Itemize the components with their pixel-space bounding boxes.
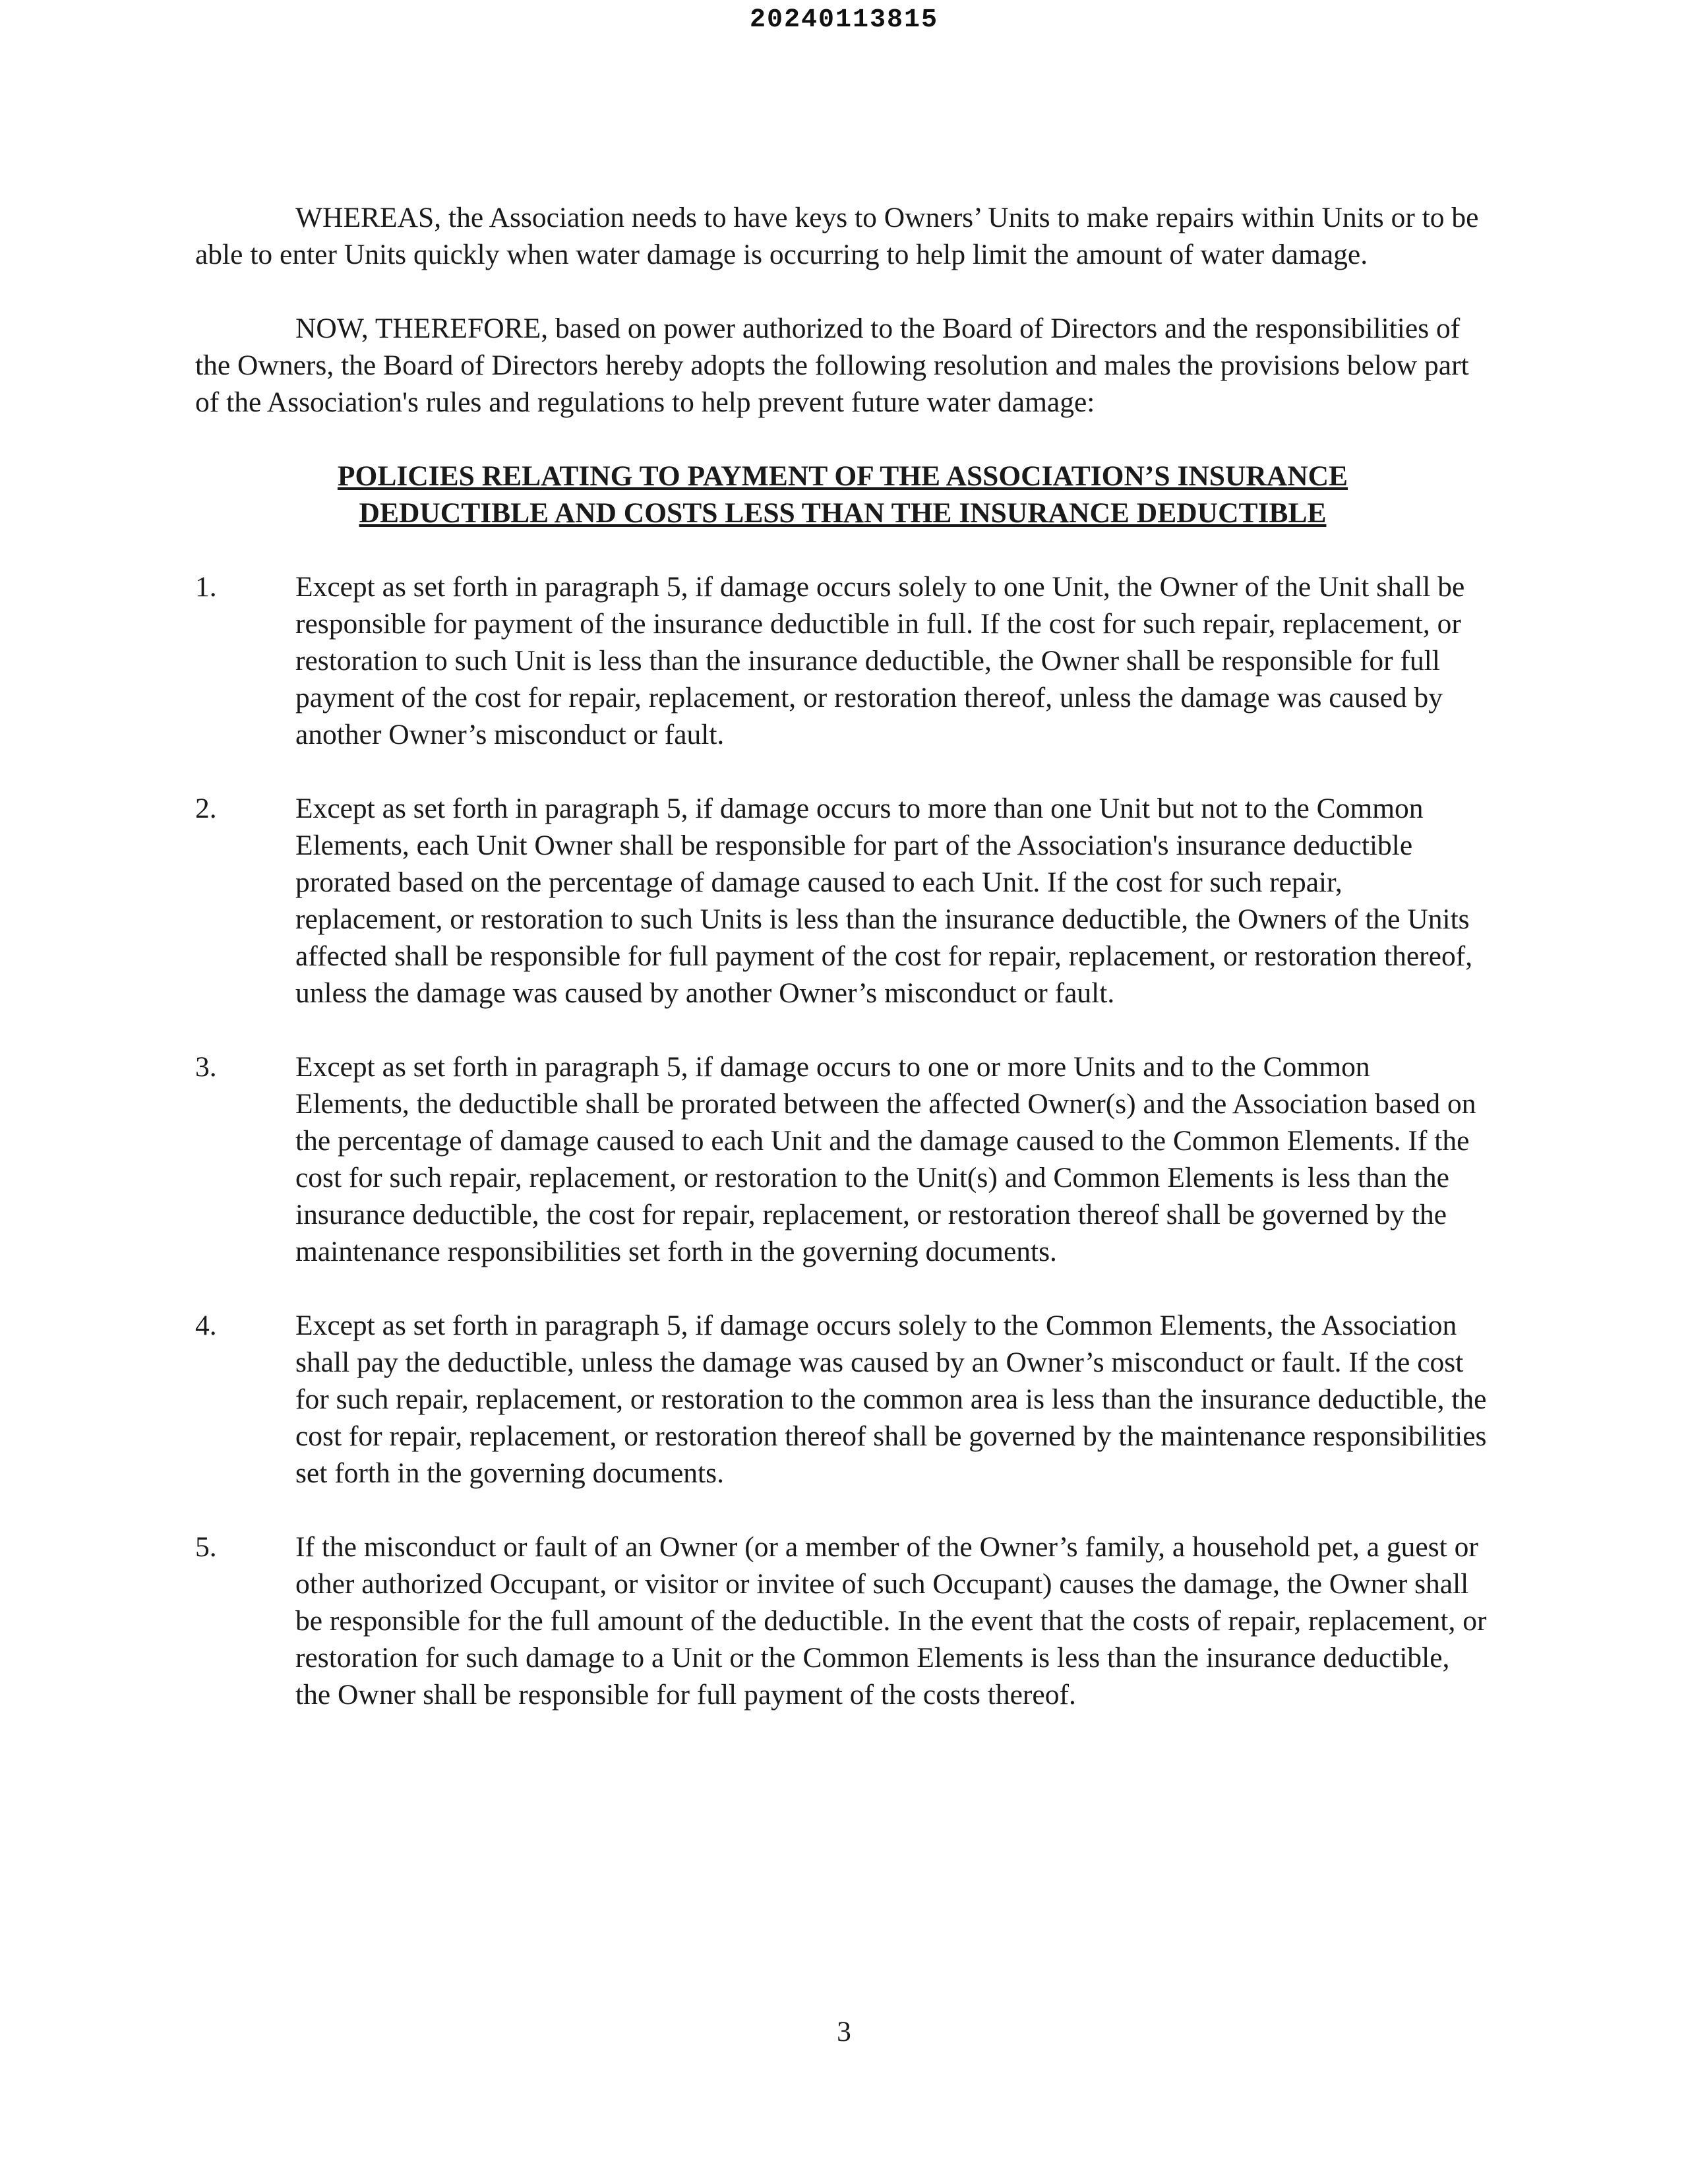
policy-item-5	[195, 1529, 1490, 1713]
item-number: 5.	[195, 1531, 217, 1563]
item-text: Except as set forth in paragraph 5, if damage occurs solely to the Common Elements, the Association shall pay the deductible, unless the damage was caused by an Owner’s misconduct or fault. If the cost for such repair, replacement, or restoration to the common area is less than the insurance deductible, the cost for repair, replacement, or restoration thereof shall be governed by the maintenance responsibilities set forth in the governing documents.	[295, 1310, 1487, 1489]
item-text: If the misconduct or fault of an Owner (or a member of the Owner’s family, a household pet, a guest or other authorized Occupant, or visitor or invitee of such Occupant) causes the damage, the Owner shall be responsible for the full amount of the deductible. In the event that the costs of repair, replacement, or restoration for such damage to a Unit or the Common Elements is less than the insurance deductible, the Owner shall be responsible for full payment of the costs thereof.	[295, 1531, 1487, 1711]
item-text: Except as set forth in paragraph 5, if damage occurs to one or more Units and to the Common Elements, the deductible shall be prorated between the affected Owner(s) and the Association based on the percentage of damage caused to each Unit and the damage caused to the Common Elements. If the cost for such repair, replacement, or restoration to the Unit(s) and Common Elements is less than the insurance deductible, the cost for repair, replacement, or restoration thereof shall be governed by the maintenance responsibilities set forth in the governing documents.	[295, 1051, 1476, 1267]
page-number: 3	[837, 2016, 851, 2048]
item-number: 4.	[195, 1310, 217, 1341]
item-number: 3.	[195, 1051, 217, 1083]
policy-item-3	[195, 1048, 1490, 1270]
now-therefore-paragraph: NOW, THEREFORE, based on power authorized to the Board of Directors and the responsibilities of the Owners, the Board of Directors hereby adopts the following resolution and males the provisions below part of the Association's rules and regulations to help prevent future water damage:	[195, 313, 1469, 418]
heading-line-1: POLICIES RELATING TO PAYMENT OF THE ASSOCIATION’S INSURANCE	[337, 460, 1348, 492]
item-text: Except as set forth in paragraph 5, if damage occurs to more than one Unit but not to the Common Elements, each Unit Owner shall be responsible for part of the Association's insurance deductible prorated based on the percentage of damage caused to each Unit. If the cost for such repair, replacement, or restoration to such Units is less than the insurance deductible, the Owners of the Units affected shall be responsible for full payment of the cost for repair, replacement, or restoration thereof, unless the damage was caused by another Owner’s misconduct or fault.	[295, 793, 1473, 1009]
policies-heading	[195, 458, 1490, 531]
item-text: Except as set forth in paragraph 5, if damage occurs solely to one Unit, the Owner of the Unit shall be responsible for payment of the insurance deductible in full. If the cost for such repair, replacement, or restoration to such Unit is less than the insurance deductible, the Owner shall be responsible for full payment of the cost for repair, replacement, or restoration thereof, unless the damage was caused by another Owner’s misconduct or fault.	[295, 571, 1465, 750]
policy-item-4	[195, 1307, 1490, 1492]
item-number: 2.	[195, 793, 217, 824]
whereas-paragraph: WHEREAS, the Association needs to have keys to Owners’ Units to make repairs within Units or to be able to enter Units quickly when water damage is occurring to help limit the amount of water damage.	[195, 202, 1479, 270]
policy-item-1	[195, 568, 1490, 753]
document-body	[195, 199, 1490, 1750]
policy-item-2	[195, 790, 1490, 1012]
heading-line-2: DEDUCTIBLE AND COSTS LESS THAN THE INSURANCE DEDUCTIBLE	[359, 497, 1327, 529]
item-number: 1.	[195, 571, 217, 603]
document-id: 20240113815	[749, 5, 939, 35]
